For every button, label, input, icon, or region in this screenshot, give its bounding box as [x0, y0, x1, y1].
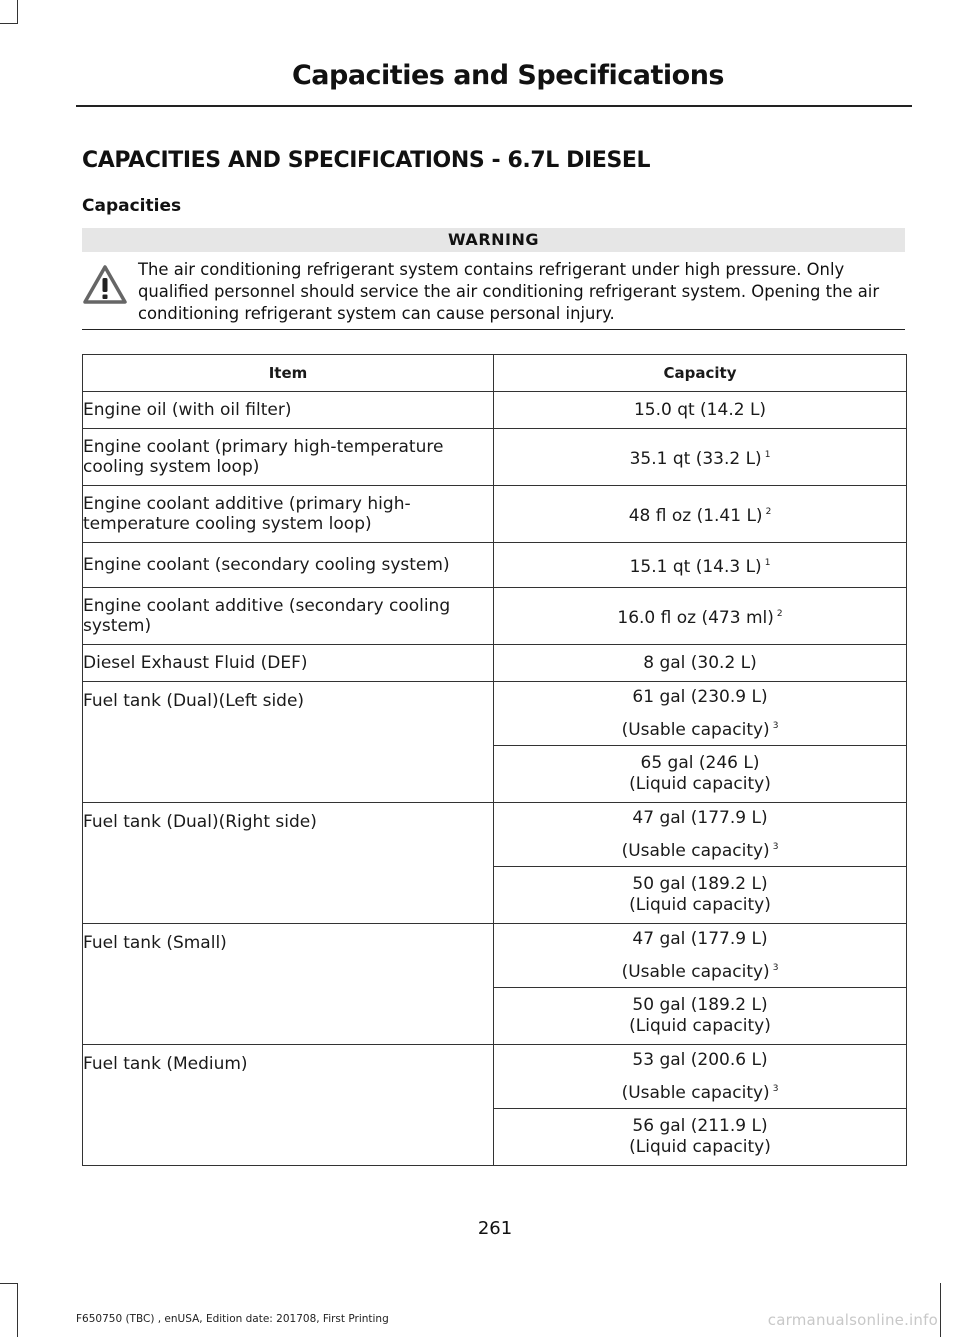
table-row [83, 486, 907, 543]
crop-mark [940, 1283, 941, 1337]
usable-capacity-label: (Usable capacity) [621, 840, 770, 861]
warning-triangle-icon [82, 264, 128, 306]
crop-mark [0, 23, 18, 24]
item-cell: Engine coolant additive (primary high-temperature cooling system loop) [83, 486, 494, 543]
usable-capacity-value: 61 gal (230.9 L) [632, 686, 768, 707]
item-cell: Engine oil (with oil filter) [83, 392, 494, 429]
table-row [83, 429, 907, 486]
crop-mark [17, 1283, 18, 1337]
item-cell: Engine coolant (secondary cooling system) [83, 543, 494, 588]
usable-capacity-label: (Usable capacity) [621, 1082, 770, 1103]
liquid-capacity-value: 65 gal (246 L) [640, 753, 760, 773]
capacity-cell [494, 486, 907, 543]
page-header-title: Capacities and Specifications [291, 60, 724, 91]
crop-mark [17, 0, 18, 24]
liquid-capacity-cell [494, 988, 907, 1045]
header-divider [76, 105, 912, 107]
footnote-marker: 2 [765, 506, 772, 517]
capacity-value: 15.1 qt (14.3 L) [629, 556, 762, 577]
liquid-capacity-label: (Liquid capacity) [629, 895, 771, 915]
liquid-capacity-cell [494, 746, 907, 803]
capacities-table [82, 354, 907, 1166]
item-cell: Fuel tank (Small) [83, 924, 494, 1045]
usable-capacity-cell [494, 803, 907, 867]
table-row [83, 1045, 907, 1109]
capacity-value: 48 fl oz (1.41 L) [628, 505, 763, 526]
footnote-marker: 3 [772, 841, 779, 852]
footnote-marker: 1 [764, 449, 771, 460]
crop-mark [0, 1283, 18, 1284]
section-title: CAPACITIES AND SPECIFICATIONS - 6.7L DIESEL [82, 148, 651, 173]
footnote-marker: 3 [772, 962, 779, 973]
page-number: 261 [477, 1218, 513, 1239]
item-cell: Fuel tank (Medium) [83, 1045, 494, 1166]
liquid-capacity-cell [494, 867, 907, 924]
table-row [83, 588, 907, 645]
capacity-cell [494, 543, 907, 588]
capacity-value: 8 gal (30.2 L) [643, 652, 757, 673]
table-row [83, 803, 907, 867]
liquid-capacity-label: (Liquid capacity) [629, 1016, 771, 1036]
usable-capacity-cell [494, 682, 907, 746]
footnote-marker: 3 [772, 720, 779, 731]
warning-text: The air conditioning refrigerant system contains refrigerant under high pressure. Only qualified personnel should service the air conditioning refrigerant system. Opening the air conditioning refrigerant system can cause personal injury. [138, 260, 880, 323]
table-row [83, 645, 907, 682]
liquid-capacity-value: 56 gal (211.9 L) [632, 1116, 768, 1136]
usable-capacity-value: 47 gal (177.9 L) [632, 928, 768, 949]
table-row [83, 924, 907, 988]
footnote-marker: 3 [772, 1083, 779, 1094]
watermark: carmanualsonline.info [767, 1311, 938, 1329]
footnote-marker: 2 [776, 608, 783, 619]
table-row [83, 682, 907, 746]
capacity-cell [494, 645, 907, 682]
usable-capacity-cell [494, 924, 907, 988]
sub-title: Capacities [82, 196, 182, 216]
liquid-capacity-cell [494, 1109, 907, 1166]
footnote-marker: 1 [764, 557, 771, 568]
liquid-capacity-value: 50 gal (189.2 L) [632, 995, 768, 1015]
capacity-value: 15.0 qt (14.2 L) [633, 399, 767, 420]
item-cell: Fuel tank (Dual)(Right side) [83, 803, 494, 924]
item-cell: Engine coolant (primary high-temperature cooling system loop) [83, 429, 494, 486]
footer-edition-info: F650750 (TBC) , enUSA, Edition date: 201708, First Printing [76, 1313, 389, 1325]
table-row [83, 543, 907, 588]
item-cell: Fuel tank (Dual)(Left side) [83, 682, 494, 803]
capacity-cell [494, 392, 907, 429]
capacity-value: 35.1 qt (33.2 L) [629, 448, 762, 469]
column-header-capacity: Capacity [494, 355, 907, 392]
item-cell: Engine coolant additive (secondary cooling system) [83, 588, 494, 645]
column-header-item: Item [83, 355, 494, 392]
usable-capacity-value: 47 gal (177.9 L) [632, 807, 768, 828]
warning-divider [82, 329, 905, 330]
warning-label: WARNING [82, 228, 905, 252]
liquid-capacity-label: (Liquid capacity) [629, 1137, 771, 1157]
capacity-cell [494, 588, 907, 645]
usable-capacity-value: 53 gal (200.6 L) [632, 1049, 768, 1070]
usable-capacity-label: (Usable capacity) [621, 961, 770, 982]
capacity-value: 16.0 fl oz (473 ml) [617, 607, 774, 628]
capacity-cell [494, 429, 907, 486]
liquid-capacity-label: (Liquid capacity) [629, 774, 771, 794]
usable-capacity-cell [494, 1045, 907, 1109]
item-cell: Diesel Exhaust Fluid (DEF) [83, 645, 494, 682]
liquid-capacity-value: 50 gal (189.2 L) [632, 874, 768, 894]
usable-capacity-label: (Usable capacity) [621, 719, 770, 740]
table-row [83, 392, 907, 429]
